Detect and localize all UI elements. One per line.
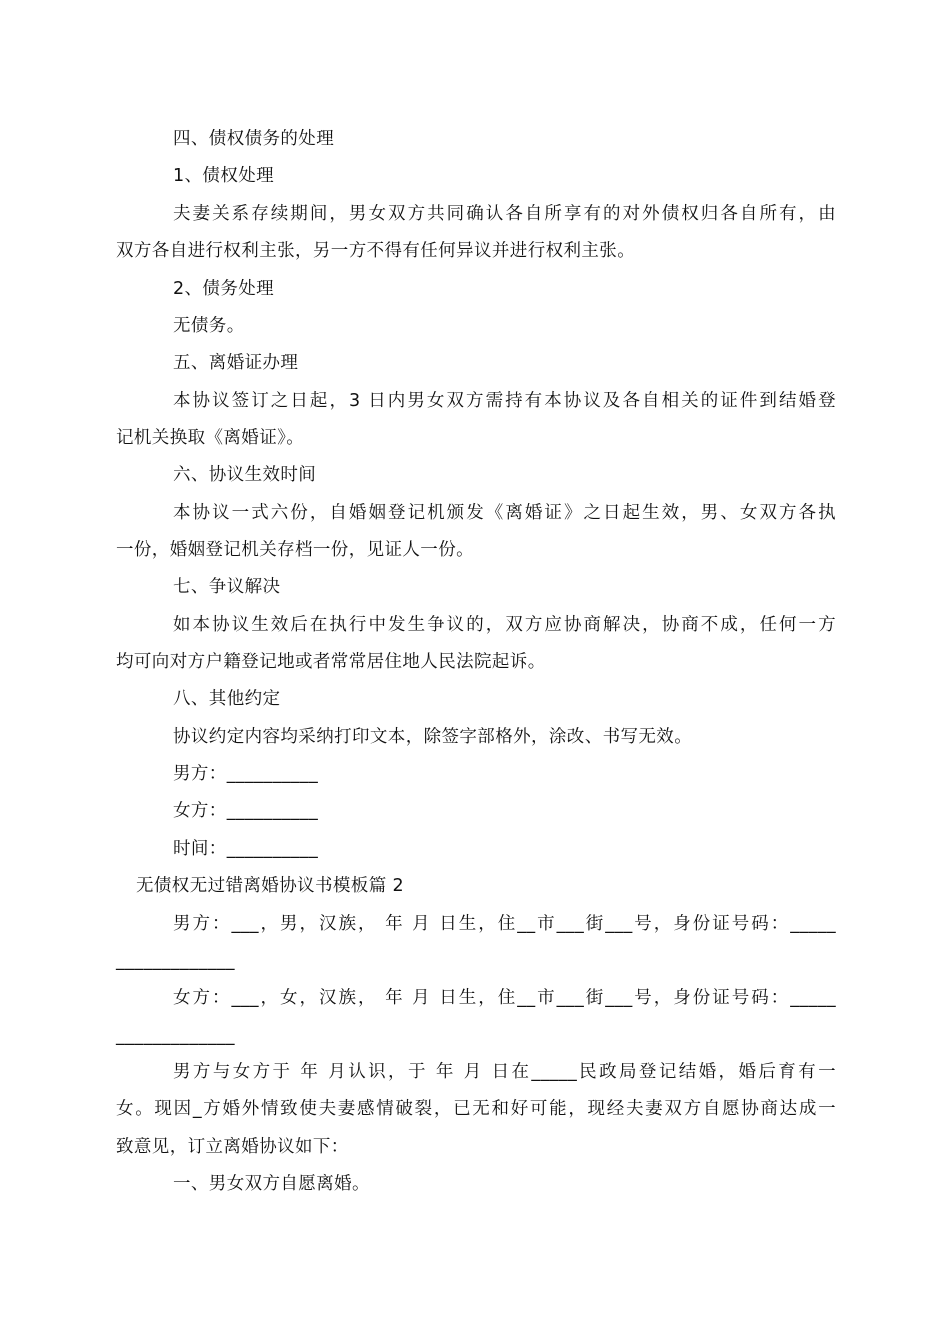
party-line-male: 男方：___，男，汉族， 年 月 日生，住__市___街___号，身份证号码：_____ xyxy=(173,914,836,934)
signature-line-female: 女方：__________ xyxy=(173,801,319,821)
section-heading-divorce: 一、男女双方自愿离婚。 xyxy=(173,1174,370,1194)
paragraph-line: 双方各自进行权利主张，另一方不得有任何异议并进行权利主张。 xyxy=(116,241,636,261)
section-heading-other: 八、其他约定 xyxy=(173,689,281,709)
section-heading-effective-time: 六、协议生效时间 xyxy=(173,465,317,485)
party-line-male-continued: _____________ xyxy=(116,951,235,971)
paragraph-line: 记机关换取《离婚证》。 xyxy=(116,428,305,448)
paragraph-line: 本协议一式六份，自婚姻登记机颁发《离婚证》之日起生效，男、女双方各执 xyxy=(173,503,836,523)
section-heading-dispute: 七、争议解决 xyxy=(173,577,281,597)
paragraph-line: 一份，婚姻登记机关存档一份，见证人一份。 xyxy=(116,540,474,560)
paragraph-line: 男方与女方于 年 月认识，于 年 月 日在_____民政局登记结婚，婚后育有一 xyxy=(173,1062,836,1082)
party-line-female: 女方：___，女，汉族， 年 月 日生，住__市___街___号，身份证号码：_____ xyxy=(173,988,836,1008)
subheading-claims: 1、债权处理 xyxy=(173,166,275,186)
section-heading-debts: 四、债权债务的处理 xyxy=(173,129,335,149)
paragraph-line: 协议约定内容均采纳打印文本，除签字部格外，涂改、书写无效。 xyxy=(173,727,693,747)
section-heading-certificate: 五、离婚证办理 xyxy=(173,353,299,373)
party-line-female-continued: _____________ xyxy=(116,1026,235,1046)
subheading-debts: 2、债务处理 xyxy=(173,279,275,299)
signature-line-male: 男方：__________ xyxy=(173,764,319,784)
paragraph-line: 夫妻关系存续期间，男女双方共同确认各自所享有的对外债权归各自所有，由 xyxy=(173,204,836,224)
paragraph-line: 致意见，订立离婚协议如下： xyxy=(116,1137,349,1157)
paragraph-line: 均可向对方户籍登记地或者常常居住地人民法院起诉。 xyxy=(116,652,546,672)
template-title: 无债权无过错离婚协议书模板篇 2 xyxy=(136,876,405,896)
paragraph-line: 无债务。 xyxy=(173,316,245,336)
paragraph-line: 女。现因_方婚外情致使夫妻感情破裂，已无和好可能，现经夫妻双方自愿协商达成一 xyxy=(116,1099,836,1119)
paragraph-line: 如本协议生效后在执行中发生争议的，双方应协商解决，协商不成，任何一方 xyxy=(173,615,836,635)
paragraph-line: 本协议签订之日起，3 日内男女双方需持有本协议及各自相关的证件到结婚登 xyxy=(173,391,836,411)
signature-line-date: 时间：__________ xyxy=(173,839,319,859)
